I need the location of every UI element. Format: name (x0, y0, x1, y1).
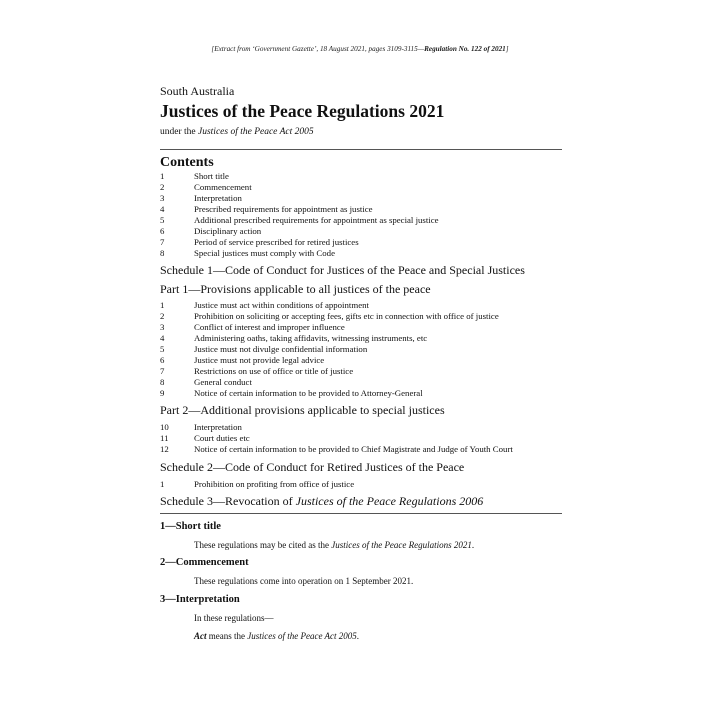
divider (160, 149, 562, 150)
toc-text: Conflict of interest and improper influence (194, 322, 345, 332)
toc-number: 5 (160, 215, 165, 225)
toc-schedule-1[interactable]: Schedule 1—Code of Conduct for Justices of the Peace and Special Justices (160, 263, 525, 277)
toc-number: 1 (160, 300, 165, 310)
contents-list (160, 171, 580, 259)
toc-item[interactable] (160, 248, 580, 259)
toc-number: 1 (160, 171, 165, 181)
toc-item[interactable] (160, 344, 580, 355)
schedule-3-prefix: Schedule 3—Revocation of (160, 494, 296, 508)
toc-item[interactable] (160, 300, 580, 311)
toc-text: Justice must not provide legal advice (194, 355, 325, 365)
schedule-2-list (160, 479, 580, 490)
parent-act: Justices of the Peace Act 2005 (198, 127, 314, 137)
definition-act: Justices of the Peace Act 2005 (247, 631, 357, 641)
section-3-heading: 3—Interpretation (160, 594, 240, 605)
toc-number: 4 (160, 204, 165, 214)
toc-number: 2 (160, 182, 165, 192)
regulation-number: Regulation No. 122 of 2021 (424, 45, 506, 53)
toc-part-2[interactable]: Part 2—Additional provisions applicable to special justices (160, 403, 445, 417)
toc-item[interactable] (160, 182, 580, 193)
toc-schedule-2[interactable]: Schedule 2—Code of Conduct for Retired Justices of the Peace (160, 460, 465, 474)
toc-item[interactable] (160, 366, 580, 377)
section-2-heading: 2—Commencement (160, 557, 249, 568)
under-act-line (160, 127, 314, 137)
toc-number: 8 (160, 248, 165, 258)
toc-text: Disciplinary action (194, 226, 262, 236)
toc-number: 1 (160, 479, 165, 489)
toc-text: Justice must act within conditions of appointment (194, 300, 369, 310)
toc-text: Short title (194, 171, 229, 181)
toc-item[interactable] (160, 322, 580, 333)
section-1-text (194, 540, 474, 550)
toc-text: Notice of certain information to be provided to Chief Magistrate and Judge of Youth Court (194, 444, 513, 454)
toc-item[interactable] (160, 388, 580, 399)
toc-number: 9 (160, 388, 165, 398)
s1-suffix: . (471, 540, 475, 550)
extract-suffix: ] (505, 45, 509, 53)
toc-number: 6 (160, 226, 165, 236)
toc-number: 5 (160, 344, 165, 354)
toc-text: Prescribed requirements for appointment as justice (194, 204, 373, 214)
definition-mid: means the (206, 631, 248, 641)
toc-number: 3 (160, 193, 165, 203)
toc-text: Prohibition on soliciting or accepting fees, gifts etc in connection with office of justice (194, 311, 499, 321)
toc-text: Period of service prescribed for retired justices (194, 237, 359, 247)
defined-term: Act (194, 631, 207, 641)
toc-number: 3 (160, 322, 165, 332)
toc-item[interactable] (160, 355, 580, 366)
definition-suffix: . (356, 631, 360, 641)
toc-text: Additional prescribed requirements for appointment as special justice (194, 215, 439, 225)
toc-text: General conduct (194, 377, 252, 387)
toc-item[interactable] (160, 333, 580, 344)
divider (160, 513, 562, 514)
toc-item[interactable] (160, 311, 580, 322)
toc-schedule-3[interactable] (160, 494, 483, 509)
toc-text: Justice must not divulge confidential information (194, 344, 368, 354)
under-prefix: under the (160, 127, 198, 137)
gazette-extract-note (0, 45, 720, 53)
section-3-intro: In these regulations— (194, 613, 274, 623)
toc-number: 4 (160, 333, 165, 343)
contents-heading: Contents (160, 155, 214, 170)
part-1-list (160, 300, 580, 399)
toc-item[interactable] (160, 193, 580, 204)
toc-text: Interpretation (194, 422, 242, 432)
section-2-text: These regulations come into operation on 1 September 2021. (194, 576, 414, 586)
toc-item[interactable] (160, 204, 580, 215)
document-title: Justices of the Peace Regulations 2021 (160, 101, 445, 121)
section-3-definition (194, 631, 359, 641)
schedule-3-title: Justices of the Peace Regulations 2006 (295, 494, 484, 508)
toc-item[interactable] (160, 377, 580, 388)
toc-item[interactable] (160, 215, 580, 226)
toc-item[interactable] (160, 226, 580, 237)
toc-text: Court duties etc (194, 433, 250, 443)
toc-text: Restrictions on use of office or title of justice (194, 366, 354, 376)
toc-text: Interpretation (194, 193, 242, 203)
toc-text: Prohibition on profiting from office of justice (194, 479, 355, 489)
jurisdiction: South Australia (160, 84, 235, 98)
toc-number: 8 (160, 377, 165, 387)
toc-text: Notice of certain information to be provided to Attorney-General (194, 388, 423, 398)
toc-part-1[interactable]: Part 1—Provisions applicable to all justices of the peace (160, 282, 431, 296)
section-1-heading: 1—Short title (160, 521, 221, 532)
toc-item[interactable] (160, 171, 580, 182)
toc-number: 10 (160, 422, 169, 432)
part-2-list (160, 422, 580, 455)
s1-prefix: These regulations may be cited as the (194, 540, 332, 550)
toc-item[interactable] (160, 444, 580, 455)
toc-item[interactable] (160, 479, 580, 490)
toc-text: Special justices must comply with Code (194, 248, 335, 258)
toc-item[interactable] (160, 422, 580, 433)
toc-number: 6 (160, 355, 165, 365)
toc-number: 11 (160, 433, 169, 443)
toc-number: 7 (160, 366, 165, 376)
toc-number: 12 (160, 444, 169, 454)
extract-prefix: [Extract from ‘Government Gazette’, 18 August 2021, pages 3109-3115— (211, 45, 425, 53)
toc-text: Commencement (194, 182, 252, 192)
toc-item[interactable] (160, 433, 580, 444)
s1-citation: Justices of the Peace Regulations 2021 (331, 540, 472, 550)
toc-text: Administering oaths, taking affidavits, witnessing instruments, etc (194, 333, 428, 343)
toc-number: 2 (160, 311, 165, 321)
toc-item[interactable] (160, 237, 580, 248)
toc-number: 7 (160, 237, 165, 247)
